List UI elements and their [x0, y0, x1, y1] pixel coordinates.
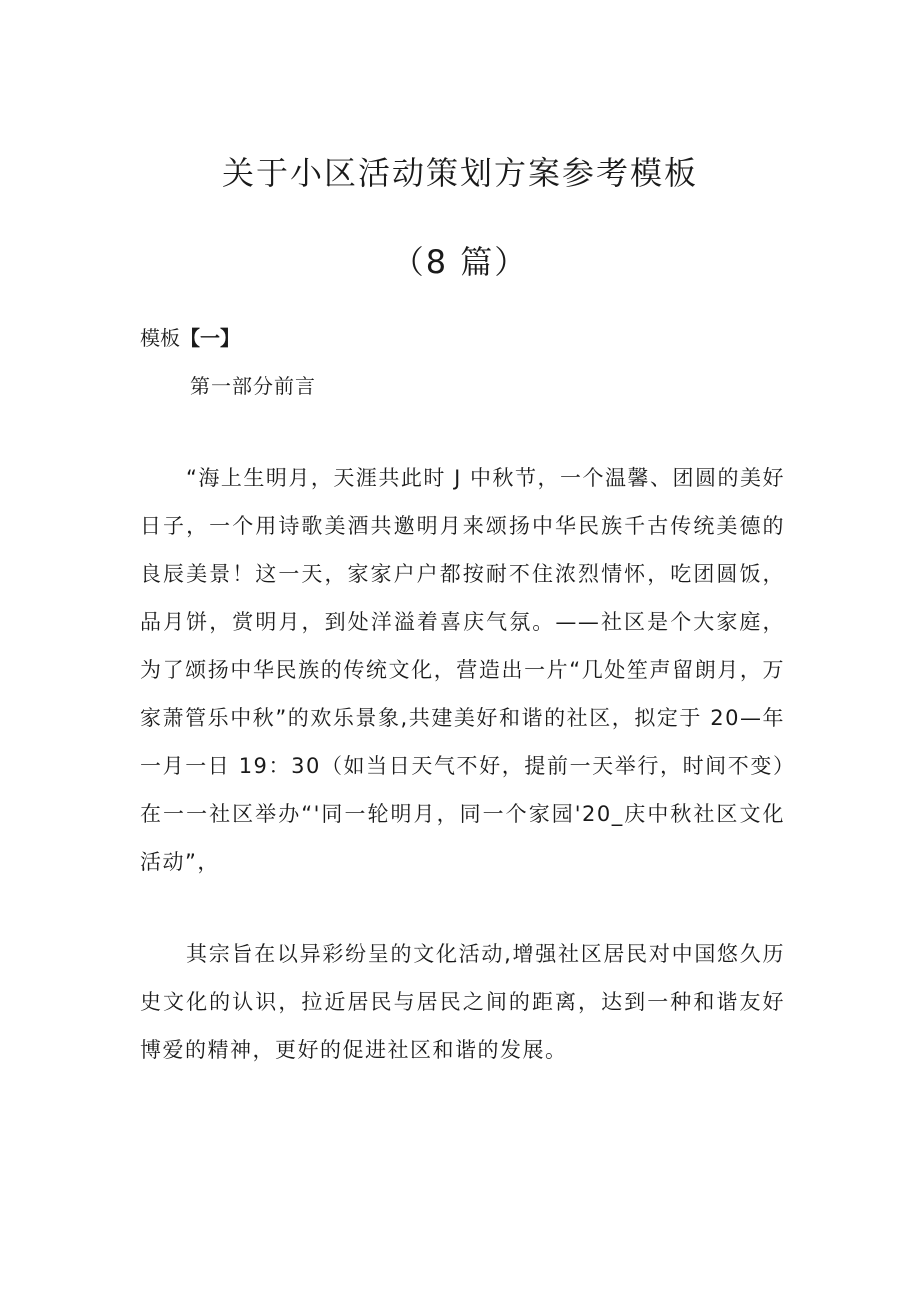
section-label-number: 【一】	[180, 326, 240, 350]
document-title: 关于小区活动策划方案参考模板	[221, 154, 698, 192]
body-paragraph: “海上生明月，天涯共此时 J 中秋节，一个温馨、团圆的美好日子，一个用诗歌美酒共邀明月来颂扬中华民族千古传统美德的良辰美景！这一天，家家户户都按耐不住浓烈情怀，吃团圆饭，品月饼，赏明月，到处洋溢着喜庆气氛。——社区是个大家庭，为了颂扬中华民族的传统文化，营造出一片“几处笙声留朗月，万家萧管乐中秋”的欢乐景象,共建美好和谐的社区，拟定于 20—年一月一日 19：30（如当日天气不好，提前一天举行，时间不变）在一一社区举办“'同一轮明月，同一个家园'20_庆中秋社区文化活动”，	[140, 466, 785, 874]
part-heading: 第一部分前言	[190, 374, 316, 398]
section-label-prefix: 模板	[140, 326, 180, 350]
document-subtitle: （8 篇）	[391, 243, 529, 281]
section-label	[140, 322, 240, 351]
body-paragraph: 其宗旨在以异彩纷呈的文化活动,增强社区居民对中国悠久历史文化的认识，拉近居民与居民之间的距离，达到一种和谐友好博爱的精神，更好的促进社区和谐的发展。	[140, 942, 785, 1062]
